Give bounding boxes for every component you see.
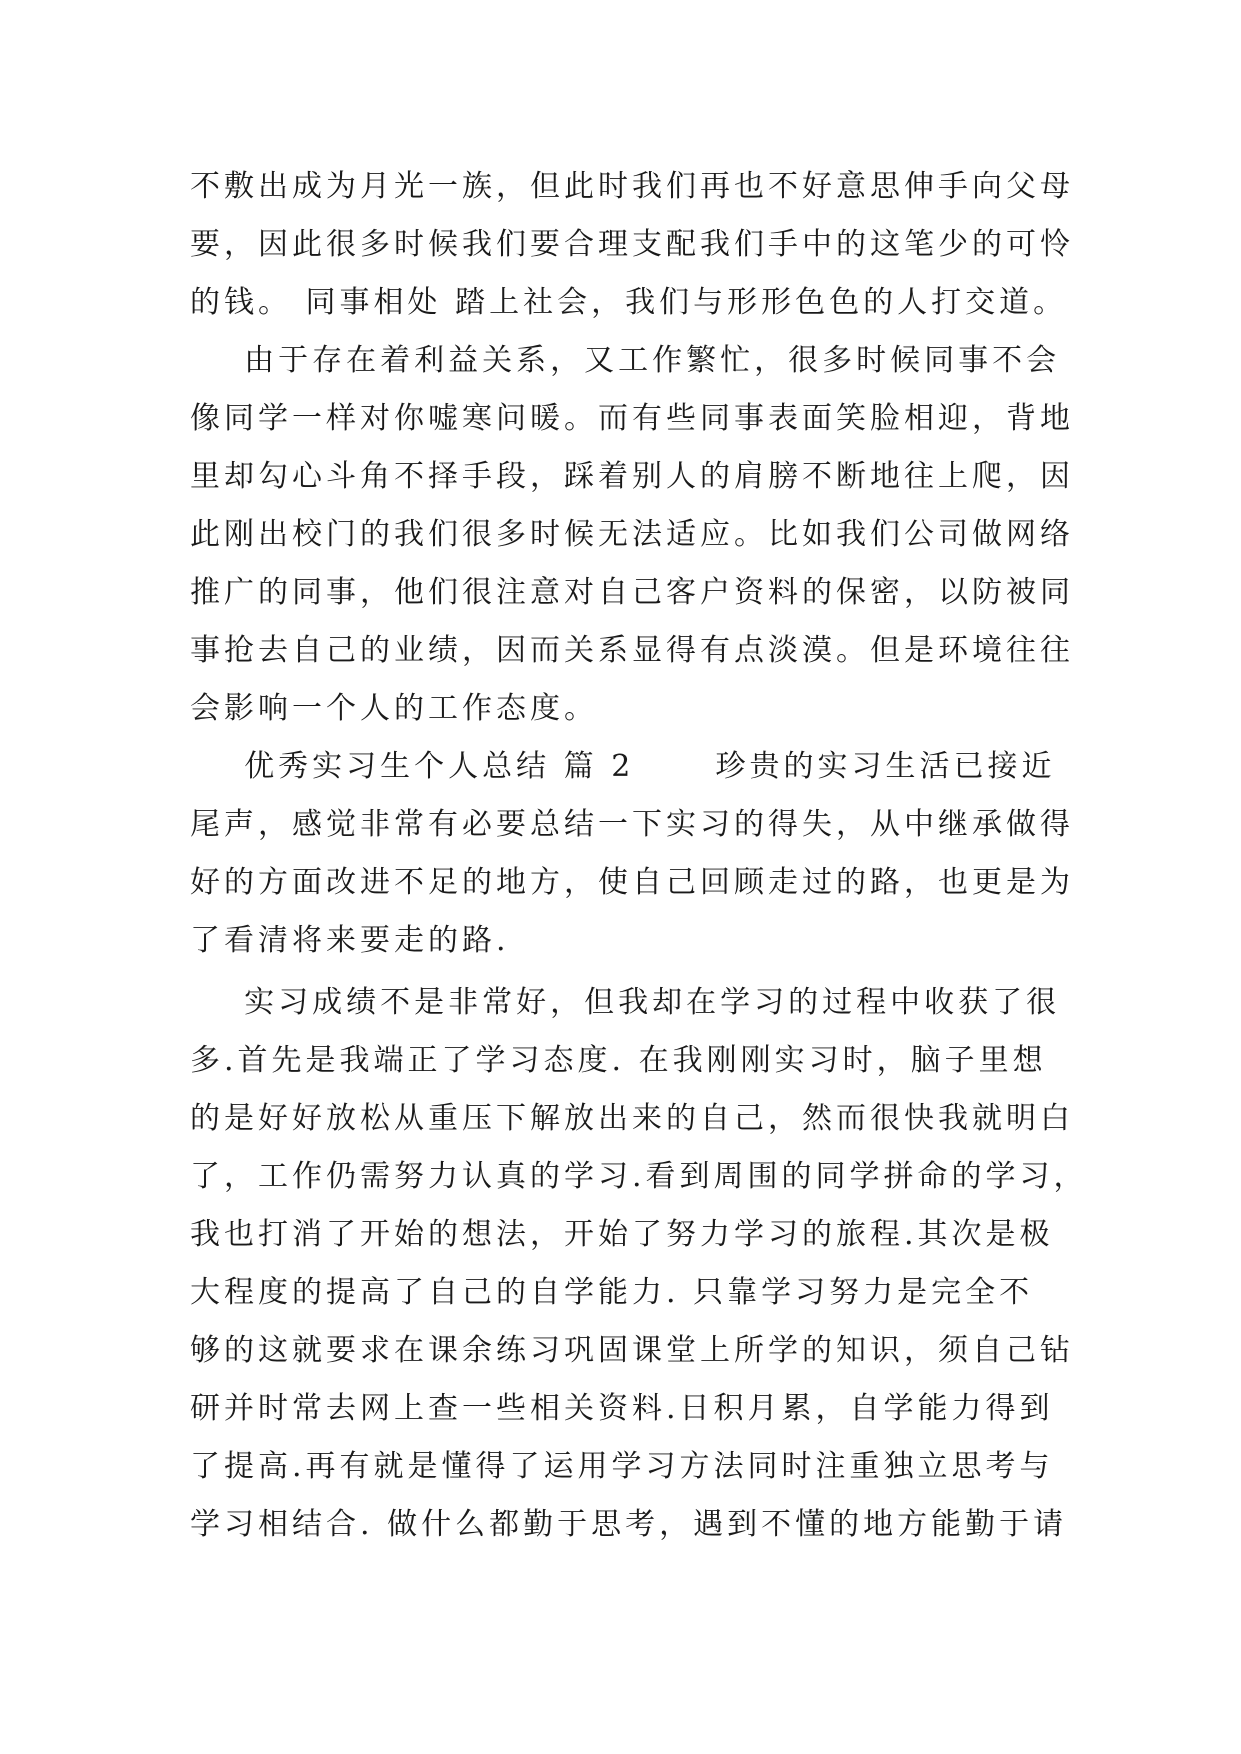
text-line: 我也打消了开始的想法，开始了努力学习的旅程.其次是极 xyxy=(190,1217,1054,1252)
text-line: 好的方面改进不足的地方，使自己回顾走过的路，也更是为 xyxy=(190,865,1074,900)
text-line: 多.首先是我端正了学习态度. 在我刚刚实习时，脑子里想 xyxy=(190,1043,1047,1078)
text-line: 会影响一个人的工作态度。 xyxy=(190,691,598,726)
section-heading-line: 优秀实习生个人总结 篇 2 珍贵的实习生活已接近 xyxy=(190,749,1056,784)
text-line: 实习成绩不是非常好，但我却在学习的过程中收获了很 xyxy=(190,985,1061,1020)
text-line: 了，工作仍需努力认真的学习.看到周围的同学拼命的学习， xyxy=(190,1159,1088,1194)
text-line: 要，因此很多时候我们要合理支配我们手中的这笔少的可怜 xyxy=(190,227,1074,262)
text-line: 大程度的提高了自己的自学能力. 只靠学习努力是完全不 xyxy=(190,1275,1034,1310)
text-line: 事抢去自己的业绩，因而关系显得有点淡漠。但是环境往往 xyxy=(190,633,1074,668)
text-line: 此刚出校门的我们很多时候无法适应。比如我们公司做网络 xyxy=(190,517,1074,552)
text-line: 不敷出成为月光一族，但此时我们再也不好意思伸手向父母 xyxy=(190,169,1074,204)
text-line: 尾声，感觉非常有必要总结一下实习的得失，从中继承做得 xyxy=(190,807,1074,842)
text-line: 的钱。 同事相处 踏上社会，我们与形形色色的人打交道。 xyxy=(190,285,1068,320)
text-line: 像同学一样对你嘘寒问暖。而有些同事表面笑脸相迎，背地 xyxy=(190,401,1074,436)
body-text xyxy=(190,158,1088,1554)
text-line: 推广的同事，他们很注意对自己客户资料的保密，以防被同 xyxy=(190,575,1074,610)
text-line: 里却勾心斗角不择手段，踩着别人的肩膀不断地往上爬，因 xyxy=(190,459,1074,494)
text-line: 了提高.再有就是懂得了运用学习方法同时注重独立思考与 xyxy=(190,1449,1054,1484)
text-line: 由于存在着利益关系，又工作繁忙，很多时候同事不会 xyxy=(190,343,1061,378)
text-line: 够的这就要求在课余练习巩固课堂上所学的知识，须自己钻 xyxy=(190,1333,1074,1368)
text-line: 学习相结合. 做什么都勤于思考，遇到不懂的地方能勤于请 xyxy=(190,1507,1068,1542)
text-line: 了看清将来要走的路. xyxy=(190,923,510,958)
text-line: 研并时常去网上查一些相关资料.日积月累，自学能力得到 xyxy=(190,1391,1054,1426)
text-line: 的是好好放松从重压下解放出来的自己，然而很快我就明白 xyxy=(190,1101,1074,1136)
